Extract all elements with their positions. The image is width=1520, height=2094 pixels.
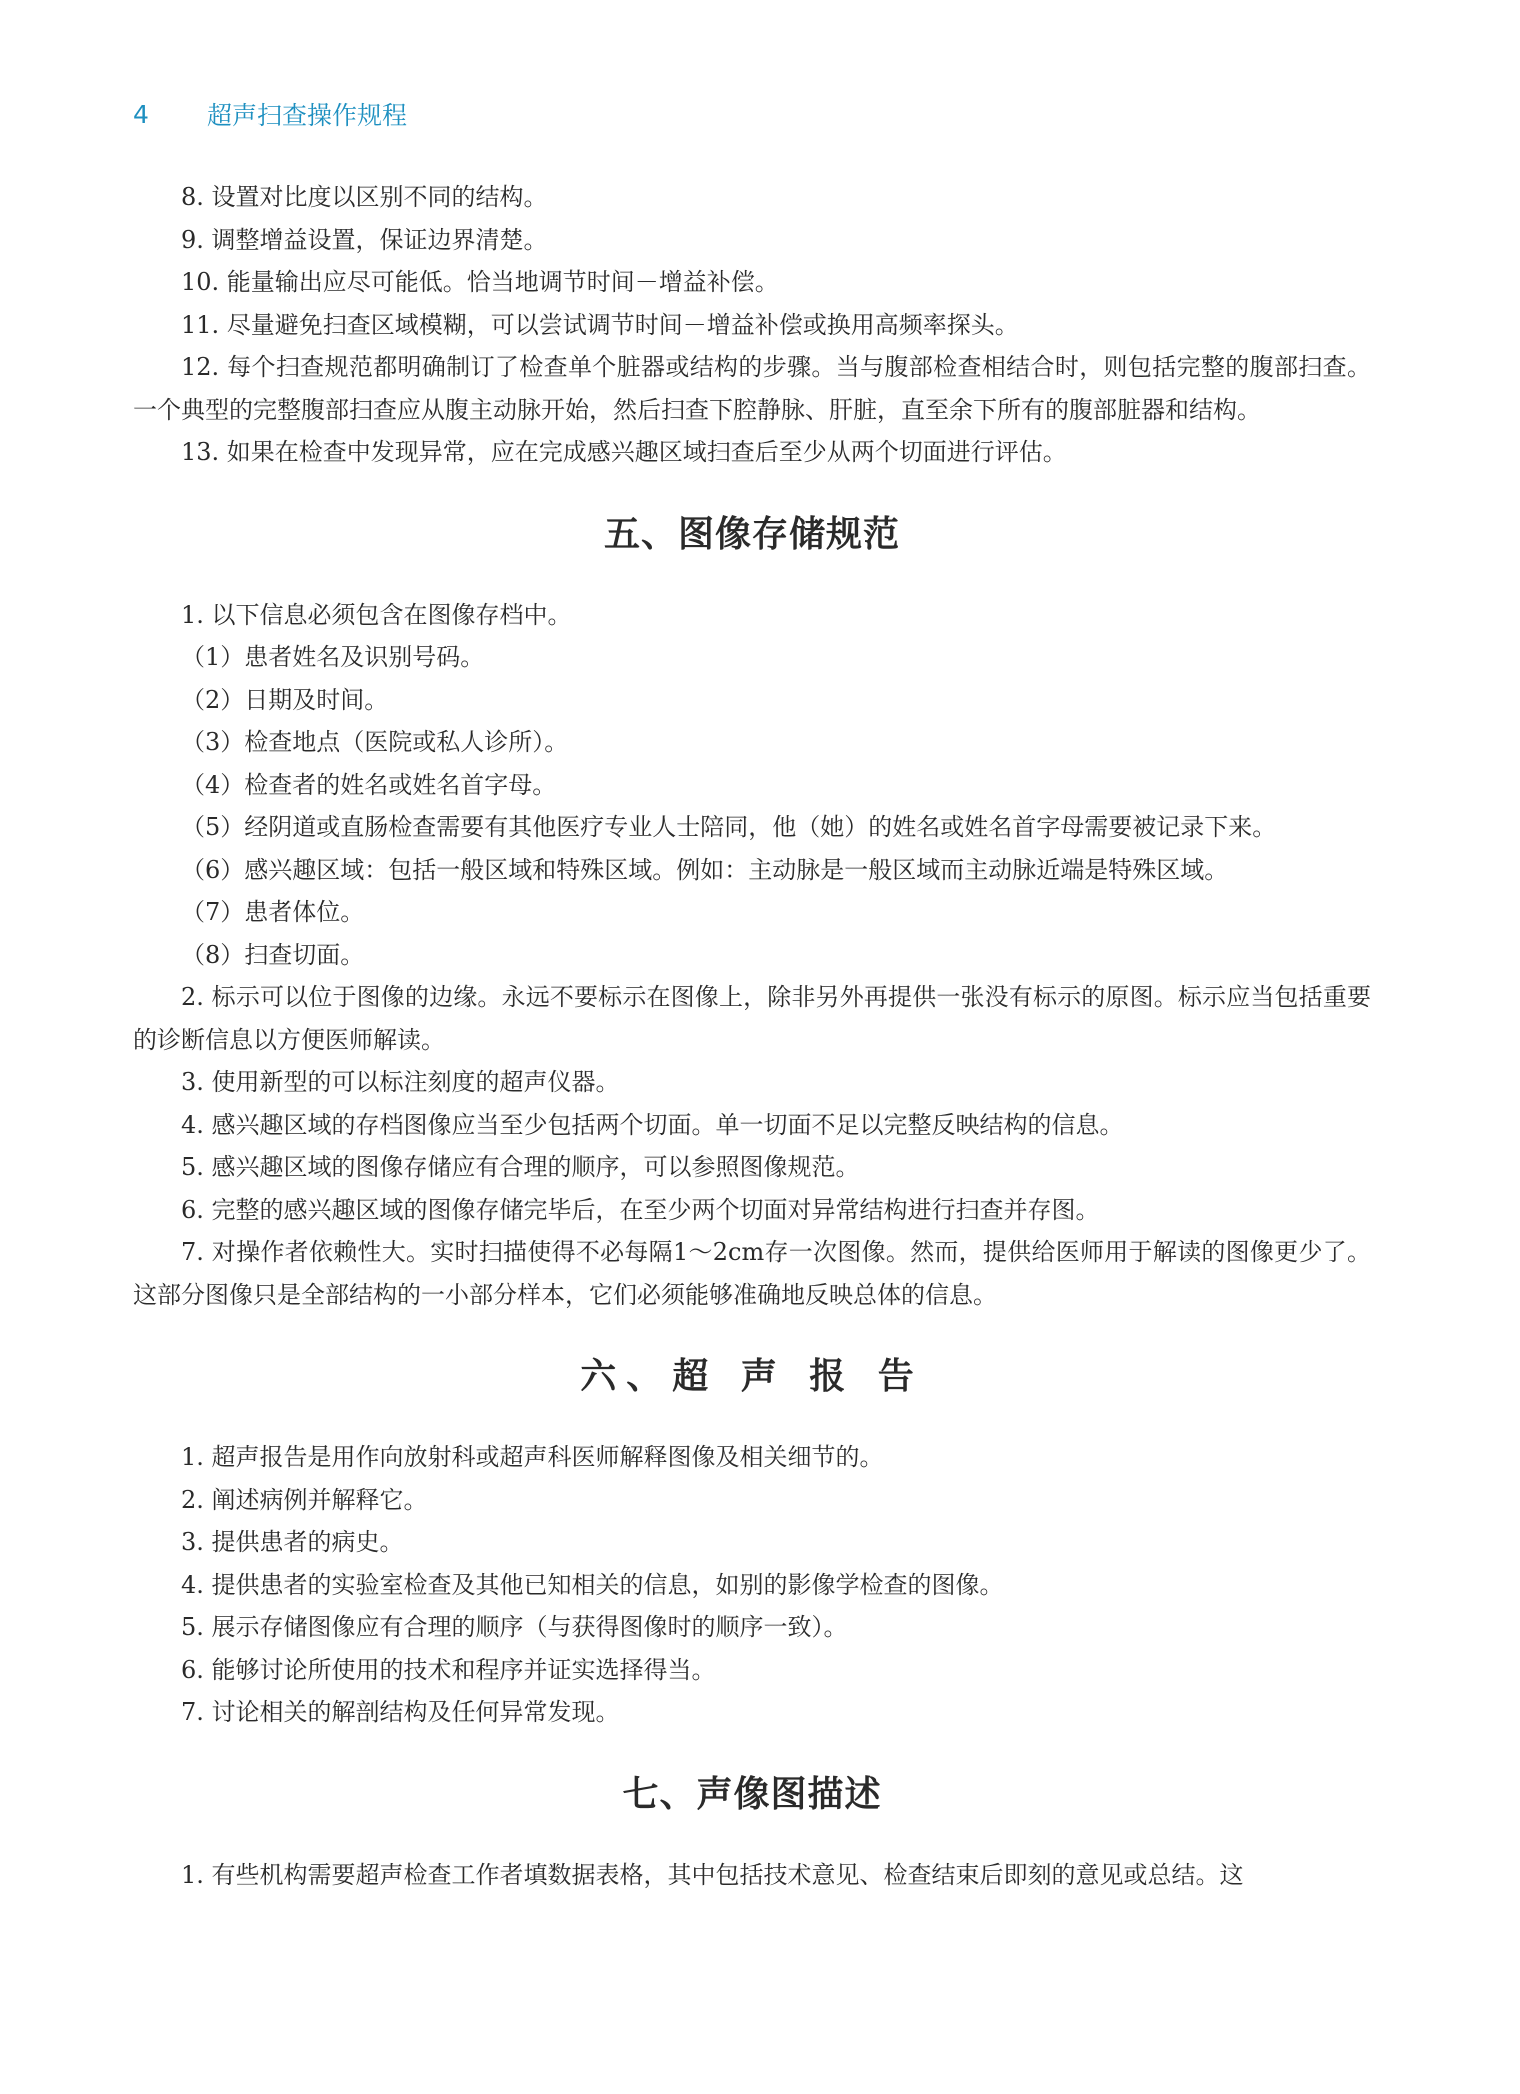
section-5-body — [133, 594, 1371, 1317]
book-title: 超声扫查操作规程 — [207, 101, 408, 130]
section-6-body — [133, 1436, 1371, 1734]
sub-list-item: （4）检查者的姓名或姓名首字母。 — [181, 770, 557, 799]
list-item: 5. 感兴趣区域的图像存储应有合理的顺序，可以参照图像规范。 — [181, 1153, 860, 1181]
sub-list-item: （2）日期及时间。 — [181, 685, 389, 714]
list-item: 5. 展示存储图像应有合理的顺序（与获得图像时的顺序一致）。 — [181, 1613, 848, 1641]
section-7-body — [133, 1854, 1371, 1897]
list-item: 4. 提供患者的实验室检查及其他已知相关的信息，如别的影像学检查的图像。 — [181, 1570, 1004, 1599]
list-item: 13. 如果在检查中发现异常，应在完成感兴趣区域扫查后至少从两个切面进行评估。 — [181, 438, 1067, 466]
running-header — [133, 96, 407, 132]
list-item: 1. 有些机构需要超声检查工作者填数据表格，其中包括技术意见、检查结束后即刻的意见或总结。这 — [181, 1860, 1244, 1889]
list-item: 3. 使用新型的可以标注刻度的超声仪器。 — [181, 1068, 620, 1096]
list-item: 1. 超声报告是用作向放射科或超声科医师解释图像及相关细节的。 — [181, 1443, 884, 1471]
sub-list-item: （7）患者体位。 — [181, 898, 365, 926]
section-title-ultrasound-report: 六、超 声 报 告 — [580, 1355, 924, 1397]
page-number: 4 — [133, 99, 149, 129]
section-4-tail — [133, 176, 1371, 474]
list-item: 3. 提供患者的病史。 — [181, 1528, 404, 1556]
section-title-image-storage: 五、图像存储规范 — [603, 512, 900, 555]
list-item: 11. 尽量避免扫查区域模糊，可以尝试调节时间－增益补偿或换用高频率探头。 — [181, 310, 1019, 339]
list-item: 7. 对操作者依赖性大。实时扫描使得不必每隔1～2cm存一次图像。然而，提供给医师用于解读的图像更少了。这部分图像只是全部结构的一小部分样本，它们必须能够准确地反映总体的信息。 — [133, 1238, 1371, 1309]
list-item: 2. 标示可以位于图像的边缘。永远不要标示在图像上，除非另外再提供一张没有标示的原图。标示应当包括重要的诊断信息以方便医师解读。 — [133, 983, 1371, 1054]
list-item: 1. 以下信息必须包含在图像存档中。 — [181, 600, 572, 629]
list-item: 10. 能量输出应尽可能低。恰当地调节时间－增益补偿。 — [181, 268, 779, 296]
list-item: 2. 阐述病例并解释它。 — [181, 1485, 428, 1514]
list-item: 12. 每个扫查规范都明确制订了检查单个脏器或结构的步骤。当与腹部检查相结合时，则包括完整的腹部扫查。一个典型的完整腹部扫查应从腹主动脉开始，然后扫查下腔静脉、肝脏，直至余下所有的腹部脏器和结构。 — [133, 353, 1371, 424]
page-content — [133, 176, 1371, 1896]
section-title-sonogram-description: 七、声像图描述 — [622, 1772, 882, 1815]
sub-list-item: （1）患者姓名及识别号码。 — [181, 643, 485, 671]
list-item: 4. 感兴趣区域的存档图像应当至少包括两个切面。单一切面不足以完整反映结构的信息。 — [181, 1110, 1124, 1139]
list-item: 6. 能够讨论所使用的技术和程序并证实选择得当。 — [181, 1655, 716, 1684]
sub-list-item: （5）经阴道或直肠检查需要有其他医疗专业人士陪同，他（她）的姓名或姓名首字母需要被记录下来。 — [181, 813, 1277, 841]
list-item: 6. 完整的感兴趣区域的图像存储完毕后，在至少两个切面对异常结构进行扫查并存图。 — [181, 1195, 1100, 1224]
list-item: 9. 调整增益设置，保证边界清楚。 — [181, 225, 548, 254]
list-item: 7. 讨论相关的解剖结构及任何异常发现。 — [181, 1698, 620, 1726]
sub-list-item: （8）扫查切面。 — [181, 940, 365, 969]
sub-list-item: （6）感兴趣区域：包括一般区域和特殊区域。例如：主动脉是一般区域而主动脉近端是特殊区域。 — [181, 855, 1229, 884]
list-item: 8. 设置对比度以区别不同的结构。 — [181, 183, 548, 211]
sub-list-item: （3）检查地点（医院或私人诊所）。 — [181, 728, 569, 756]
